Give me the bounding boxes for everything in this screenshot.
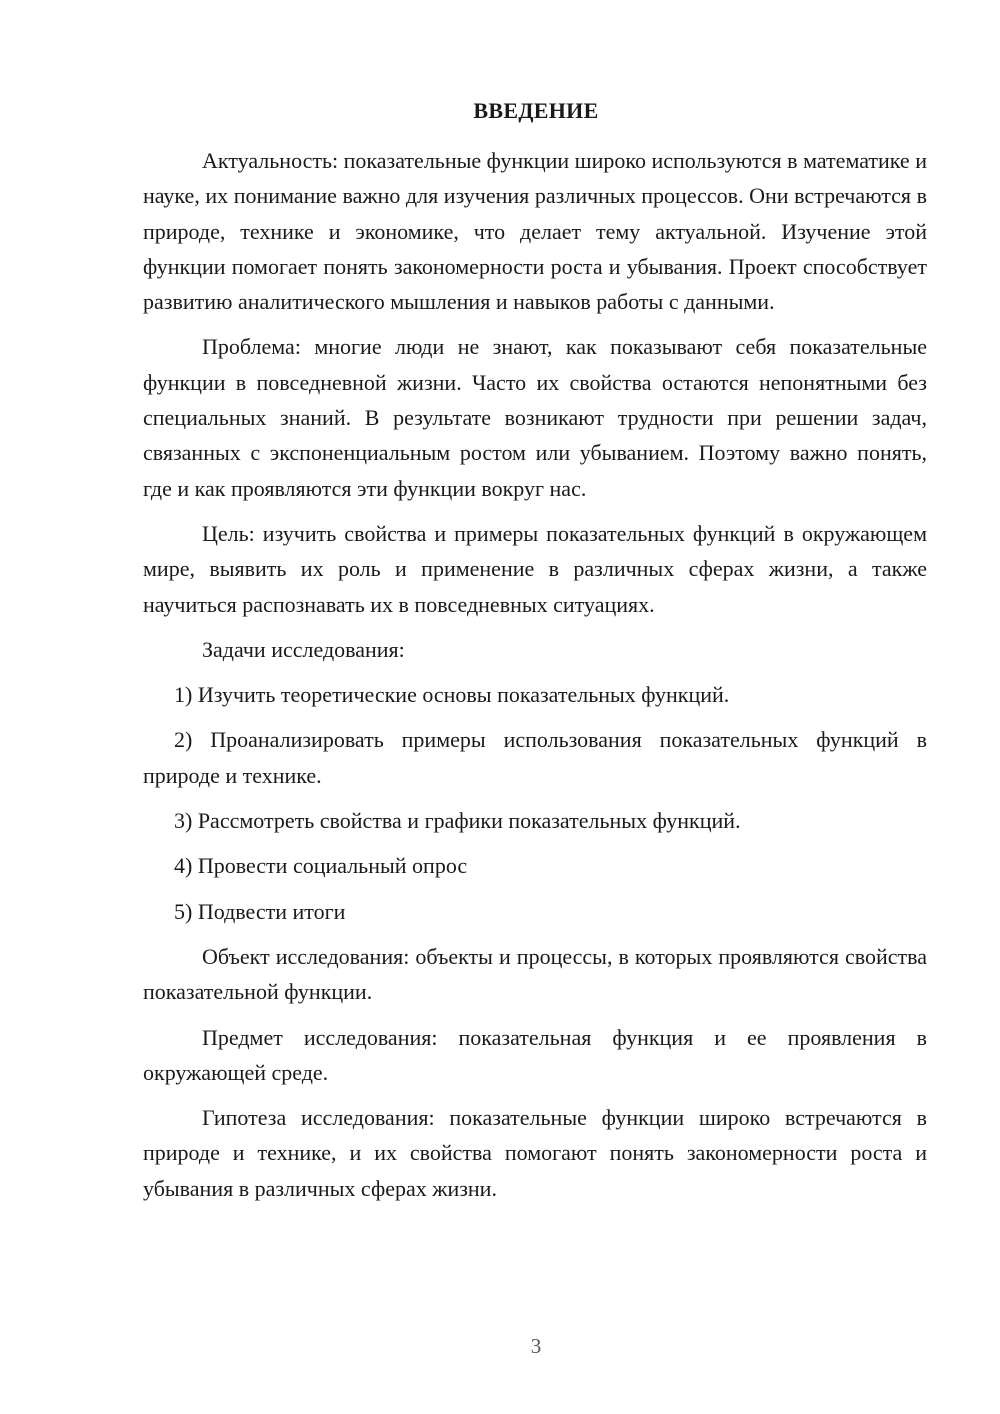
task-item-5: 5) Подвести итоги — [174, 898, 346, 924]
task-item-1: 1) Изучить теоретические основы показательных функций. — [174, 682, 730, 708]
paragraph-object: Объект исследования: объекты и процессы, в которых проявляются свойства показательной функции. — [143, 943, 927, 1005]
page-number: 3 — [530, 1334, 542, 1358]
task-item-4: 4) Провести социальный опрос — [174, 853, 468, 879]
paragraph-problem: Проблема: многие люди не знают, как показывают себя показательные функции в повседневной жизни. Часто их свойства остаются непонятными без специальных знаний. В результате возникают трудности при решении задач, связанных с экспоненциальным ростом или убыванием. Поэтому важно понять, где и как проявляются эти функции вокруг нас. — [143, 334, 927, 501]
task-item-2: 2) Проанализировать примеры использования показательных функций в природе и технике. — [143, 727, 927, 788]
page-title: ВВЕДЕНИЕ — [473, 98, 599, 123]
paragraph-relevance: Актуальность: показательные функции широко используются в математике и науке, их понимание важно для изучения различных процессов. Они встречаются в природе, технике и экономике, что делает тему актуальной. Изучение этой функции помогает понять закономерности роста и убывания. Проект способствует развитию аналитического мышления и навыков работы с данными. — [143, 148, 927, 315]
paragraph-hypothesis: Гипотеза исследования: показательные функции широко встречаются в природе и технике, и их свойства помогают понять закономерности роста и убывания в различных сферах жизни. — [143, 1105, 927, 1201]
document-body — [143, 143, 927, 1206]
task-item-3: 3) Рассмотреть свойства и графики показательных функций. — [174, 808, 741, 834]
paragraph-goal: Цель: изучить свойства и примеры показательных функций в окружающем мире, выявить их роль и применение в различных сферах жизни, а также научиться распознавать их в повседневных ситуациях. — [143, 520, 927, 617]
tasks-heading: Задачи исследования: — [202, 636, 405, 662]
paragraph-subject: Предмет исследования: показательная функция и ее проявления в окружающей среде. — [143, 1024, 927, 1085]
